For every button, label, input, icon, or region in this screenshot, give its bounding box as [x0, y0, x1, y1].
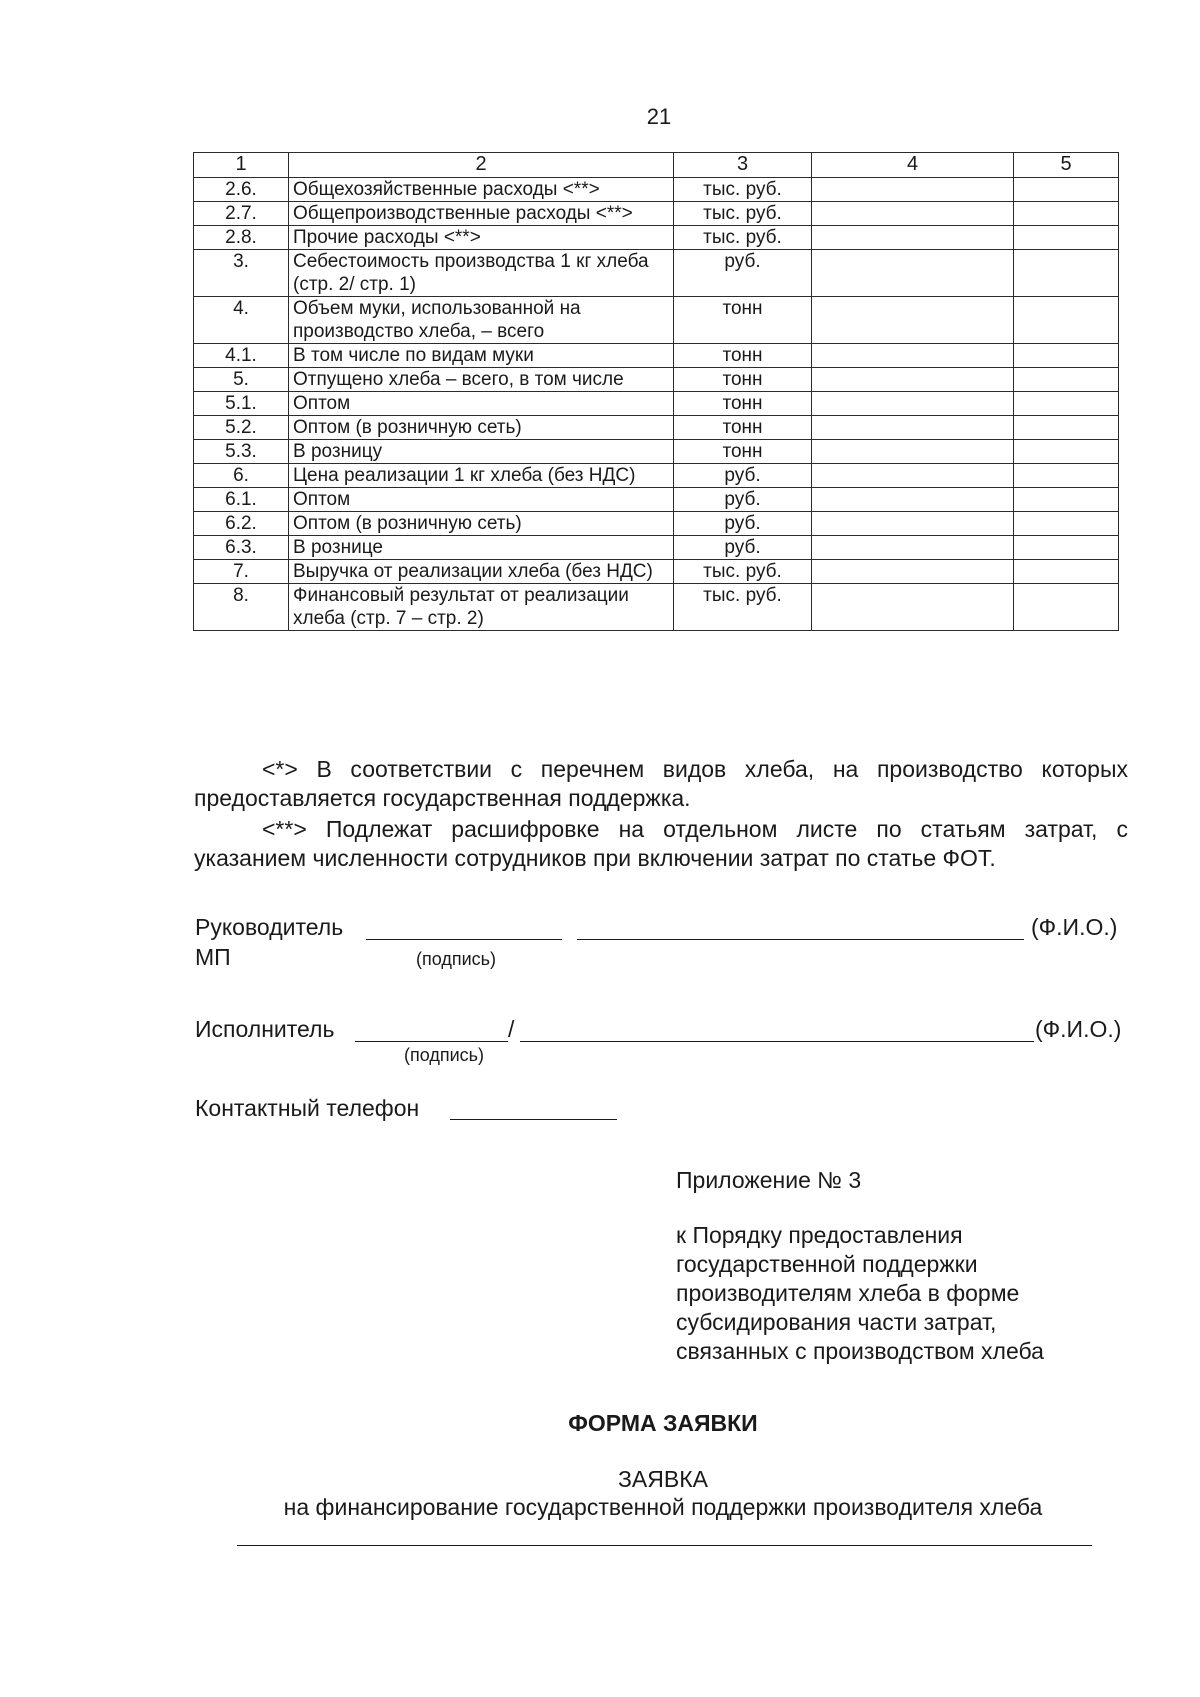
- appendix-line: к Порядку предоставления: [676, 1222, 963, 1248]
- table-row: [194, 464, 1119, 488]
- table-row: [194, 416, 1119, 440]
- row-value-col4[interactable]: [812, 560, 1014, 584]
- row-description: Выручка от реализации хлеба (без НДС): [289, 560, 674, 584]
- row-value-col5[interactable]: [1014, 512, 1119, 536]
- appendix-line: субсидирования части затрат,: [676, 1309, 997, 1335]
- column-header: 2: [289, 153, 674, 178]
- row-description: Прочие расходы <**>: [289, 226, 674, 250]
- row-unit: тыс. руб.: [674, 584, 812, 631]
- row-value-col4[interactable]: [812, 250, 1014, 297]
- row-value-col5[interactable]: [1014, 560, 1119, 584]
- row-unit: тонн: [674, 344, 812, 368]
- row-value-col4[interactable]: [812, 536, 1014, 560]
- row-number: 6.3.: [194, 536, 289, 560]
- row-unit: тыс. руб.: [674, 178, 812, 202]
- row-value-col4[interactable]: [812, 344, 1014, 368]
- table-row: [194, 368, 1119, 392]
- row-value-col5[interactable]: [1014, 178, 1119, 202]
- row-description: Оптом (в розничную сеть): [289, 512, 674, 536]
- head-fio-label: (Ф.И.О.): [1031, 914, 1118, 940]
- row-value-col5[interactable]: [1014, 392, 1119, 416]
- form-title: ЗАЯВКА: [618, 1466, 708, 1492]
- appendix-text: [676, 1221, 1044, 1366]
- form-subtitle: на финансирование государственной поддержки производителя хлеба: [283, 1494, 1043, 1520]
- row-value-col5[interactable]: [1014, 440, 1119, 464]
- row-unit: тыс. руб.: [674, 560, 812, 584]
- table-row: [194, 584, 1119, 631]
- row-value-col4[interactable]: [812, 464, 1014, 488]
- row-value-col4[interactable]: [812, 368, 1014, 392]
- row-value-col5[interactable]: [1014, 584, 1119, 631]
- table-row: [194, 178, 1119, 202]
- row-description: Общепроизводственные расходы <**>: [289, 202, 674, 226]
- row-unit: тонн: [674, 416, 812, 440]
- phone-line[interactable]: [450, 1119, 617, 1120]
- row-value-col5[interactable]: [1014, 464, 1119, 488]
- executor-fio-label: (Ф.И.О.): [1035, 1016, 1122, 1042]
- column-header: 4: [812, 153, 1014, 178]
- row-number: 5.2.: [194, 416, 289, 440]
- row-number: 5.: [194, 368, 289, 392]
- footnote-2: <**> Подлежат расшифровке на отдельном листе по статьям затрат, с указанием численности сотрудников при включении затрат по статье ФОТ.: [194, 816, 1128, 871]
- row-description: Оптом: [289, 488, 674, 512]
- executor-slash: /: [508, 1016, 515, 1042]
- row-value-col5[interactable]: [1014, 202, 1119, 226]
- table-row: [194, 560, 1119, 584]
- table-row: [194, 536, 1119, 560]
- row-unit: тонн: [674, 368, 812, 392]
- executor-signature-caption: (подпись): [404, 1045, 485, 1065]
- row-value-col4[interactable]: [812, 178, 1014, 202]
- form-heading: ФОРМА ЗАЯВКИ: [568, 1410, 758, 1436]
- row-number: 6.2.: [194, 512, 289, 536]
- table-row: [194, 488, 1119, 512]
- table-row: [194, 250, 1119, 297]
- row-description: Себестоимость производства 1 кг хлеба (стр. 2/ стр. 1): [289, 250, 674, 297]
- row-description: Финансовый результат от реализации хлеба (стр. 7 – стр. 2): [289, 584, 674, 631]
- footnotes: [194, 755, 1128, 875]
- row-description: В розницу: [289, 440, 674, 464]
- row-number: 3.: [194, 250, 289, 297]
- head-label: Руководитель: [195, 914, 344, 940]
- applicant-name-line[interactable]: [237, 1545, 1092, 1546]
- row-unit: руб.: [674, 536, 812, 560]
- cost-table: [193, 152, 1119, 631]
- row-description: Общехозяйственные расходы <**>: [289, 178, 674, 202]
- row-unit: тыс. руб.: [674, 226, 812, 250]
- row-unit: тыс. руб.: [674, 202, 812, 226]
- row-number: 7.: [194, 560, 289, 584]
- row-number: 2.6.: [194, 178, 289, 202]
- table-row: [194, 344, 1119, 368]
- table-row: [194, 392, 1119, 416]
- row-value-col5[interactable]: [1014, 250, 1119, 297]
- executor-signature-line[interactable]: [355, 1041, 508, 1042]
- row-number: 2.7.: [194, 202, 289, 226]
- head-signature-caption: (подпись): [416, 949, 497, 969]
- row-unit: тонн: [674, 392, 812, 416]
- row-unit: руб.: [674, 512, 812, 536]
- row-number: 6.: [194, 464, 289, 488]
- row-value-col4[interactable]: [812, 584, 1014, 631]
- row-description: Оптом (в розничную сеть): [289, 416, 674, 440]
- row-value-col5[interactable]: [1014, 536, 1119, 560]
- appendix-title: Приложение № 3: [676, 1167, 862, 1193]
- table-row: [194, 226, 1119, 250]
- row-value-col4[interactable]: [812, 392, 1014, 416]
- row-value-col5[interactable]: [1014, 297, 1119, 344]
- row-description: В том числе по видам муки: [289, 344, 674, 368]
- page-number: 21: [646, 104, 672, 129]
- table-header-row: [194, 153, 1119, 178]
- column-header: 5: [1014, 153, 1119, 178]
- row-description: Отпущено хлеба – всего, в том числе: [289, 368, 674, 392]
- row-description: Оптом: [289, 392, 674, 416]
- row-number: 4.: [194, 297, 289, 344]
- row-value-col4[interactable]: [812, 297, 1014, 344]
- row-number: 8.: [194, 584, 289, 631]
- mp-label: МП: [195, 944, 231, 970]
- row-value-col4[interactable]: [812, 202, 1014, 226]
- row-description: Объем муки, использованной на производство хлеба, – всего: [289, 297, 674, 344]
- footnote-1: <*> В соответствии с перечнем видов хлеба, на производство которых предоставляется государственная поддержка.: [194, 756, 1128, 811]
- row-value-col4[interactable]: [812, 512, 1014, 536]
- row-value-col4[interactable]: [812, 488, 1014, 512]
- row-number: 2.8.: [194, 226, 289, 250]
- appendix-line: связанных с производством хлеба: [676, 1338, 1044, 1364]
- table-row: [194, 202, 1119, 226]
- head-fio-line[interactable]: [577, 939, 1024, 940]
- executor-label: Исполнитель: [195, 1016, 335, 1042]
- row-value-col5[interactable]: [1014, 344, 1119, 368]
- appendix-line: производителям хлеба в форме: [676, 1280, 1020, 1306]
- table-row: [194, 512, 1119, 536]
- row-unit: руб.: [674, 250, 812, 297]
- row-unit: руб.: [674, 488, 812, 512]
- row-number: 6.1.: [194, 488, 289, 512]
- column-header: 1: [194, 153, 289, 178]
- row-unit: руб.: [674, 464, 812, 488]
- row-value-col4[interactable]: [812, 440, 1014, 464]
- row-unit: тонн: [674, 297, 812, 344]
- row-value-col4[interactable]: [812, 226, 1014, 250]
- column-header: 3: [674, 153, 812, 178]
- row-value-col4[interactable]: [812, 416, 1014, 440]
- row-number: 5.1.: [194, 392, 289, 416]
- row-description: Цена реализации 1 кг хлеба (без НДС): [289, 464, 674, 488]
- row-value-col5[interactable]: [1014, 488, 1119, 512]
- appendix-line: государственной поддержки: [676, 1251, 978, 1277]
- table-row: [194, 440, 1119, 464]
- row-value-col5[interactable]: [1014, 368, 1119, 392]
- row-number: 5.3.: [194, 440, 289, 464]
- row-description: В рознице: [289, 536, 674, 560]
- head-signature-line[interactable]: [366, 939, 562, 940]
- row-value-col5[interactable]: [1014, 416, 1119, 440]
- phone-label: Контактный телефон: [195, 1095, 420, 1121]
- row-unit: тонн: [674, 440, 812, 464]
- executor-fio-line[interactable]: [520, 1041, 1034, 1042]
- row-value-col5[interactable]: [1014, 226, 1119, 250]
- row-number: 4.1.: [194, 344, 289, 368]
- table-row: [194, 297, 1119, 344]
